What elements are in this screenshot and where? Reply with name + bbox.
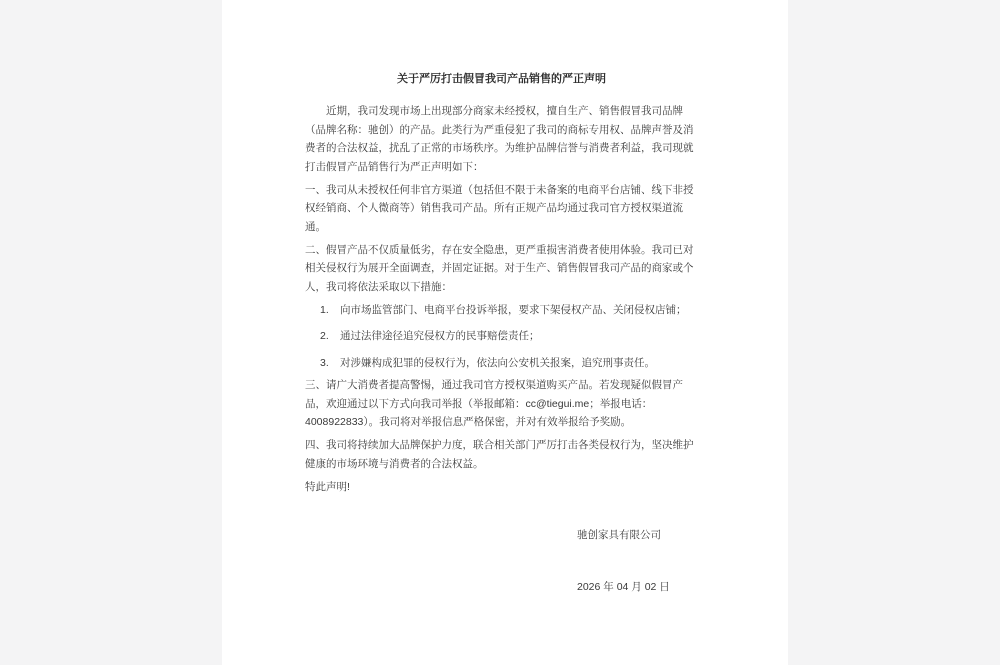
list-item-text: 向市场监管部门、电商平台投诉举报，要求下架侵权产品、关闭侵权店铺； <box>340 303 687 316</box>
statement-title: 关于严厉打击假冒我司产品销售的严正声明 <box>397 73 606 85</box>
section-4-paragraph: 四、我司将持续加大品牌保护力度，联合相关部门严厉打击各类侵权行为，坚决维护健康的市场环境与消费者的合法权益。 <box>305 439 694 470</box>
statement-date: 2026 年 04 月 02 日 <box>577 580 670 593</box>
closing-statement: 特此声明! <box>305 480 350 493</box>
list-item <box>305 327 698 346</box>
list-item-text: 对涉嫌构成犯罪的侵权行为，依法向公安机关报案，追究刑事责任。 <box>340 356 655 369</box>
list-item <box>305 301 698 320</box>
measures-list <box>305 301 698 373</box>
list-item-number: 1. <box>320 303 329 316</box>
statement-page <box>222 0 788 665</box>
signature-block <box>577 526 698 596</box>
list-item <box>305 354 698 373</box>
intro-paragraph: 近期，我司发现市场上出现部分商家未经授权，擅自生产、销售假冒我司品牌（品牌名称：驰创）的产品。此类行为严重侵犯了我司的商标专用权、品牌声誉及消费者的合法权益，扰乱了正常的市场秩序。为维护品牌信誉与消费者利益，我司现就打击假冒产品销售行为严正声明如下： <box>305 105 694 173</box>
section-2-paragraph: 二、假冒产品不仅质量低劣，存在安全隐患，更严重损害消费者使用体验。我司已对相关侵权行为展开全面调查，并固定证据。对于生产、销售假冒我司产品的商家或个人，我司将依法采取以下措施： <box>305 243 694 293</box>
section-1-paragraph: 一、我司从未授权任何非官方渠道（包括但不限于未备案的电商平台店铺、线下非授权经销商、个人微商等）销售我司产品。所有正规产品均通过我司官方授权渠道流通。 <box>305 183 694 233</box>
company-signature: 驰创家具有限公司 <box>577 529 661 541</box>
list-item-number: 3. <box>320 356 329 369</box>
section-3-paragraph: 三、请广大消费者提高警惕，通过我司官方授权渠道购买产品。若发现疑似假冒产品，欢迎通过以下方式向我司举报（举报邮箱：cc@tiegui.me；举报电话：4008922833）。我司将对举报信息严格保密，并对有效举报给予奖励。 <box>305 379 683 428</box>
list-item-text: 通过法律途径追究侵权方的民事赔偿责任； <box>340 330 540 342</box>
list-item-number: 2. <box>320 330 329 342</box>
